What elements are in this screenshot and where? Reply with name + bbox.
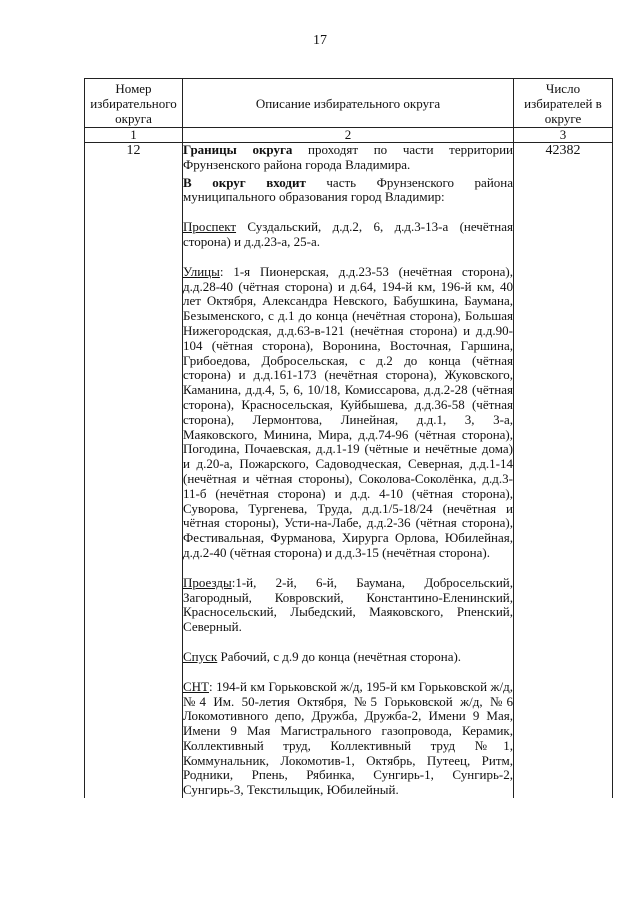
column-number: 3 (514, 128, 613, 143)
streets-label: Улицы (183, 263, 220, 279)
column-number: 1 (85, 128, 183, 143)
avenue-text: Суздальский, д.д.2, 6, д.д.3-13-а (нечётная сторона) и д.д.23-а, 25-а. (183, 219, 513, 249)
includes-paragraph (183, 176, 513, 206)
boundary-lead: Границы округа (183, 142, 293, 157)
descent-paragraph (183, 650, 513, 665)
descent-label: Спуск (183, 648, 218, 664)
header-voters-count: Число избирателей в округе (514, 79, 613, 128)
descent-text: Рабочий, с д.9 до конца (нечётная сторона). (217, 648, 462, 664)
snt-paragraph (183, 680, 513, 798)
voters-count: 42382 (514, 143, 613, 799)
header-district-description: Описание избирательного округа (183, 79, 514, 128)
page-number: 17 (313, 33, 327, 48)
district-description (183, 143, 514, 799)
district-number: 12 (85, 143, 183, 799)
column-number: 2 (183, 128, 514, 143)
table-header-row (85, 79, 613, 128)
passages-label: Проезды (183, 574, 232, 590)
snt-label: СНТ (183, 678, 209, 694)
avenue-label: Проспект (183, 219, 237, 235)
table-row (85, 143, 613, 799)
column-numbers-row (85, 128, 613, 143)
snt-text: : 194-й км Горьковской ж/д, 195-й км Горьковской ж/д, №4 Им. 50-летия Октября, №5 Горьковской ж/д, №6 Локомотивного депо, Дружба, Дружба-2, Имени 9 Мая, Имени 9 Мая Магистрального газопровода, Керамик, Коллективный труд, Коллективный труд №1, Коммунальник, Локомотив-1, Октябрь, Путеец, Ритм, Родники, Рпень, Рябинка, Сунгирь-1, Сунгирь-2, Сунгирь-3, Текстильщик, Юбилейный. (183, 678, 513, 798)
boundary-paragraph (183, 143, 513, 173)
avenue-paragraph (183, 220, 513, 250)
boundary-text: проходят по части территории Фрунзенского района города Владимира. (183, 142, 514, 172)
header-district-number: Номер избирательного округа (85, 79, 183, 128)
includes-lead: В округ входит (183, 174, 306, 190)
streets-text: : 1-я Пионерская, д.д.23-53 (нечётная сторона), д.д.28-40 (чётная сторона) и д.64, 194-й км, 196-й км, 40 лет Октября, Александра Невского, Бабушкина, Баумана, Безыменского, с д.1 до конца (нечётная сторона), Большая Нижегородская, д.д.63-в-121 (нечётная сторона) и д.д.90-104 (чётная сторона), Воронина, Восточная, Гаршина, Грибоедова, Добросельская, с д.2 до конца (чётная сторона) и д.д.161-173 (нечётная сторона), Жуковского, Каманина, д.д.4, 5, 6, 10/18, Комиссарова, д.д.2-28 (чётная сторона), Красносельская, Куйбышева, д.д.36-58 (чётная сторона), Лермонтова, Линейная, д.д.1, 3, 3-а, Маяковского, Минина, Мира, д.д.74-96 (чётная сторона), Погодина, Почаевская, д.д.1-19 (чётные и нечётные дома) и д.20-а, Пожарского, Садоводческая, Северная, д.д.1-14 (нечётная и чётная стороны), Соколова-Соколёнка, д.д.3-11-б (нечётная сторона) и д.д. 4-10 (чётная сторона), Суворова, Тургенева, Труда, д.д.1/5-18/24 (нечётная и чётная стороны), Усти-на-Лабе, д.д.2-36 (чётная сторона), Фестивальная, Фурманова, Хирурга Орлова, Юбилейная, д.д.2-40 (чётная сторона) и д.д.3-15 (нечётная сторона). (183, 263, 513, 560)
includes-text: часть Фрунзенского района муниципального образования город Владимир: (183, 174, 513, 205)
streets-paragraph (183, 265, 513, 561)
passages-paragraph (183, 576, 513, 635)
district-table (84, 78, 613, 798)
passages-text: :1-й, 2-й, 6-й, Баумана, Добросельский, Загородный, Ковровский, Константино-Еленинский, Красносельский, Лыбедский, Маяковского, Рпенский, Северный. (183, 574, 513, 635)
